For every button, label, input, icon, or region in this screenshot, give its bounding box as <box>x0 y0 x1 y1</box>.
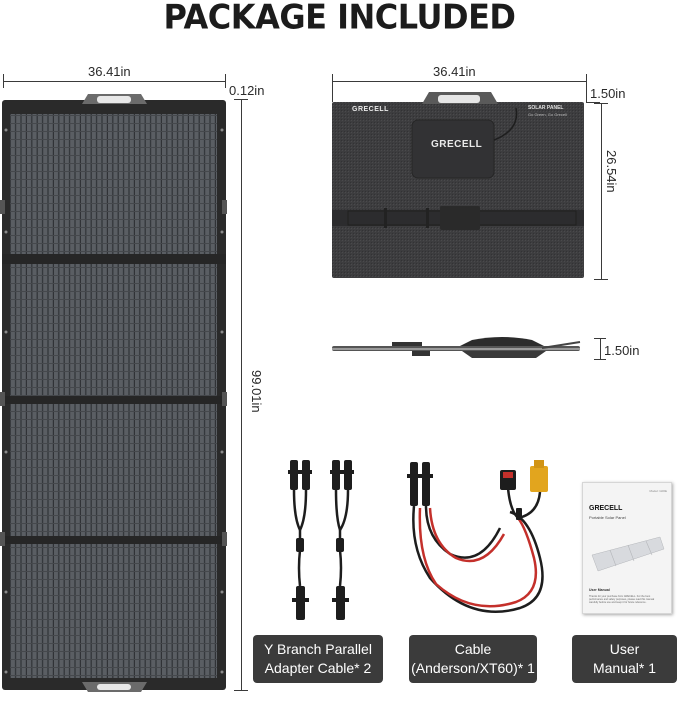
length-dimension-tick-top <box>234 99 248 100</box>
manual-section: User Manual <box>589 588 610 592</box>
folded-length-tick-top <box>594 103 608 104</box>
width-dimension-tick-left <box>3 74 4 88</box>
manual-body-3: carefully before use and keep it for future reference. <box>589 601 647 604</box>
manual-model: Model: G00E <box>649 489 667 493</box>
width-dimension-line <box>3 81 225 82</box>
width-dimension-tick-right <box>225 74 226 88</box>
folded-width-label: 36.41in <box>433 64 476 79</box>
panel-width-label: 36.41in <box>88 64 131 79</box>
pouch-brand-logo: GRECELL <box>431 139 483 150</box>
manual-body-1: Thanks for your purchase from GRECELL. For the best <box>589 595 651 598</box>
side-thickness-label: 1.50in <box>604 343 640 358</box>
solar-cell-section-3 <box>10 402 217 540</box>
caption-cable-line2: (Anderson/XT60)* 1 <box>411 660 535 676</box>
side-thickness-tick-bottom <box>594 359 606 360</box>
length-dimension-tick-bottom <box>234 690 248 691</box>
folded-label-title: SOLAR PANEL <box>528 105 564 111</box>
caption-cable-line1: Cable <box>454 641 492 657</box>
manual-brand: GRECELL <box>589 505 623 512</box>
side-thickness-line <box>600 338 601 359</box>
folded-brand-logo: GRECELL <box>352 106 389 113</box>
manual-subtitle: Portable Solar Panel <box>589 515 626 520</box>
anderson-xt60-cable <box>400 458 560 628</box>
folded-solar-panel <box>330 90 590 280</box>
panel-thickness-label: 0.12in <box>229 83 265 98</box>
unfolded-solar-panel <box>0 92 230 698</box>
solar-cell-section-4 <box>10 540 217 678</box>
page-title: PACKAGE INCLUDED <box>163 0 516 37</box>
manual-panel-illustration <box>588 535 666 573</box>
folded-handle-height-label: 1.50in <box>590 86 626 101</box>
panel-length-label: 99.01in <box>249 370 264 413</box>
caption-y-branch-line1: Y Branch Parallel <box>264 641 372 657</box>
length-dimension-line <box>241 99 242 690</box>
folded-length-label: 26.54in <box>604 150 619 193</box>
solar-cell-section-1 <box>10 114 217 254</box>
folded-width-line <box>332 81 586 82</box>
caption-user-manual-line1: User <box>609 641 640 657</box>
y-branch-cables <box>280 458 370 628</box>
caption-user-manual <box>572 635 677 683</box>
user-manual <box>582 482 672 614</box>
folded-length-tick-bottom <box>594 279 608 280</box>
folded-label-slogan: Go Green, Go Grecell <box>528 112 567 117</box>
caption-y-branch-line2: Adapter Cable* 2 <box>264 660 372 676</box>
caption-user-manual-line2: Manual* 1 <box>592 660 657 676</box>
folded-length-line <box>601 103 602 279</box>
manual-body-2: performance and safety purposes, please read this manual <box>589 598 655 601</box>
solar-cell-section-2 <box>10 264 217 402</box>
caption-cable <box>409 635 537 683</box>
folded-panel-side-view <box>332 336 584 360</box>
caption-y-branch <box>253 635 383 683</box>
